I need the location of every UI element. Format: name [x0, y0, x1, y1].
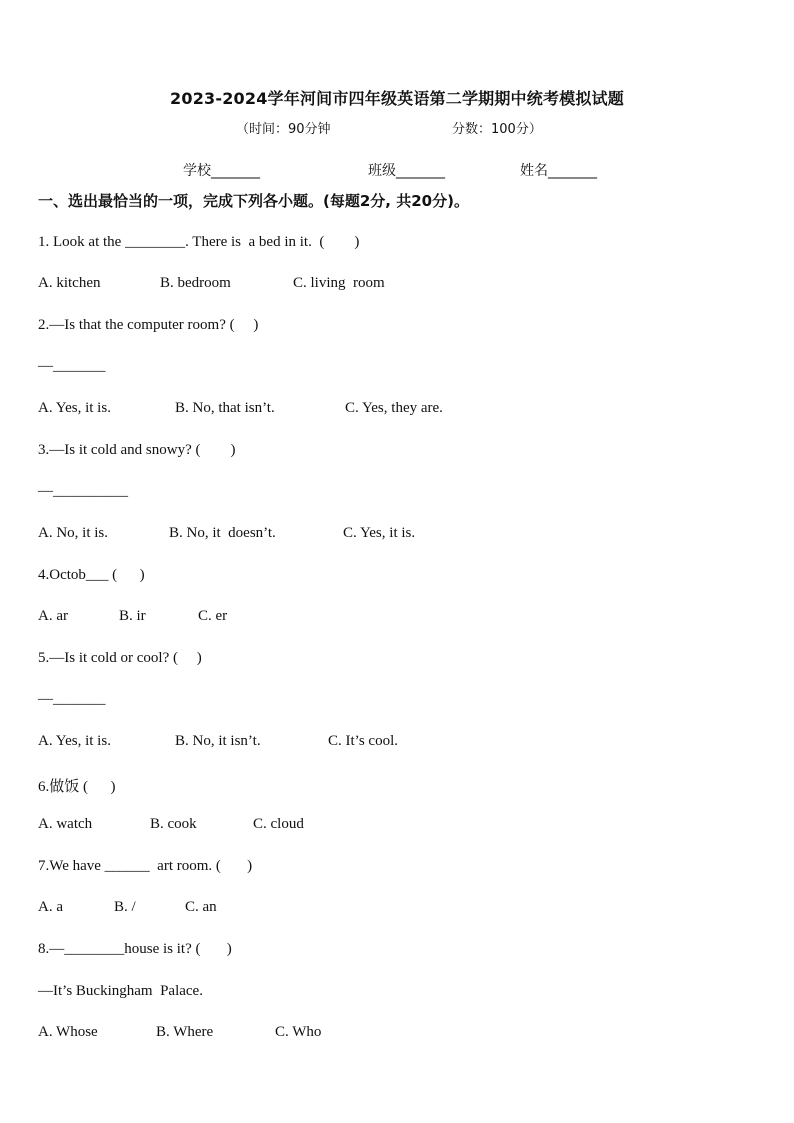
- exam-title: 2023-2024学年河间市四年级英语第二学期期中统考模拟试题: [170, 89, 624, 108]
- q4-option-c[interactable]: C. er: [198, 608, 228, 624]
- q3-option-a[interactable]: A. No, it is.: [38, 525, 109, 541]
- question-4-stem: 4.Octob___ ( ): [38, 567, 145, 583]
- q2-option-b[interactable]: B. No, that isn’t.: [175, 400, 275, 416]
- q6-option-a[interactable]: A. watch: [38, 816, 93, 832]
- question-5-stem: 5.—Is it cold or cool? ( ): [38, 650, 202, 666]
- q8-option-b[interactable]: B. Where: [156, 1024, 214, 1040]
- q5-option-c[interactable]: C. It’s cool.: [328, 733, 398, 749]
- q7-option-c[interactable]: C. an: [185, 899, 217, 915]
- q1-option-c[interactable]: C. living room: [293, 275, 385, 291]
- q5-option-a[interactable]: A. Yes, it is.: [38, 733, 111, 749]
- q3-option-c[interactable]: C. Yes, it is.: [343, 525, 416, 541]
- question-3-answer-blank[interactable]: —__________: [38, 483, 128, 499]
- q7-option-a[interactable]: A. a: [38, 899, 63, 915]
- question-2-answer-blank[interactable]: —_______: [38, 358, 106, 374]
- question-1-stem: 1. Look at the ________. There is a bed in it. ( ): [38, 234, 360, 250]
- question-6-stem: 6.做饭 ( ): [38, 779, 116, 795]
- q8-option-c[interactable]: C. Who: [275, 1024, 322, 1040]
- q3-option-b[interactable]: B. No, it doesn’t.: [169, 525, 276, 541]
- q6-option-b[interactable]: B. cook: [150, 816, 197, 832]
- question-8-stem: 8.—________house is it? ( ): [38, 941, 232, 957]
- q2-option-a[interactable]: A. Yes, it is.: [38, 400, 111, 416]
- q8-option-a[interactable]: A. Whose: [38, 1024, 98, 1040]
- q1-option-b[interactable]: B. bedroom: [160, 275, 231, 291]
- school-field[interactable]: 学校_______: [183, 163, 260, 179]
- exam-score: 分数：100分）: [452, 122, 542, 137]
- class-field[interactable]: 班级_______: [368, 163, 445, 179]
- section-heading: 一、选出最恰当的一项，完成下列各小题。(每题2分, 共20分)。: [38, 192, 469, 210]
- question-8-answer: —It’s Buckingham Palace.: [38, 983, 203, 999]
- q4-option-a[interactable]: A. ar: [38, 608, 68, 624]
- q2-option-c[interactable]: C. Yes, they are.: [345, 400, 443, 416]
- q7-option-b[interactable]: B. /: [114, 899, 136, 915]
- exam-time: （时间：90分钟: [236, 122, 331, 137]
- q4-option-b[interactable]: B. ir: [119, 608, 146, 624]
- q5-option-b[interactable]: B. No, it isn’t.: [175, 733, 261, 749]
- name-field[interactable]: 姓名_______: [520, 163, 597, 179]
- question-5-answer-blank[interactable]: —_______: [38, 691, 106, 707]
- q1-option-a[interactable]: A. kitchen: [38, 275, 101, 291]
- exam-meta: [236, 118, 542, 137]
- question-2-stem: 2.—Is that the computer room? ( ): [38, 317, 259, 333]
- question-3-stem: 3.—Is it cold and snowy? ( ): [38, 442, 236, 458]
- question-7-stem: 7.We have ______ art room. ( ): [38, 858, 253, 874]
- q6-option-c[interactable]: C. cloud: [253, 816, 304, 832]
